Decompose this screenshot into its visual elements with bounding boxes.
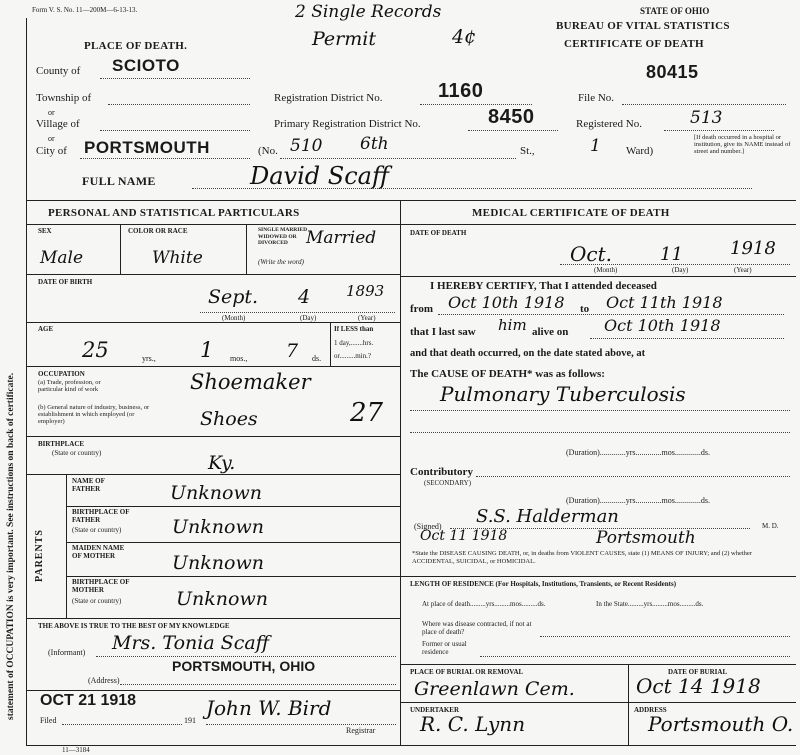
death-certificate: statement of OCCUPATION is very important. See instructions on back of certificate. Form V. S. No. 11—200M—6-13-13. 2 Single Records Permit 4¢ STATE OF OHIO BUREAU OF VITAL STATISTICS CERTIFICATE OF DEATH PLACE OF DEATH. County of SCIOTO Township of or Village of or City of PORTSMOUTH Registration District No. 1160 File No. 80415 Primary Registration District No. 8450 Registered No. 513 (No. 510 6th St., 1 Ward) [If death occurred in a hospital or institution, give its NAME instead of street and number.] FULL NAME David Scaff PERSONAL AND STATISTICAL PARTICULARS SEX COLOR OR RACE SINGLE MARRIED WIDOWED OR DIVORCED (Write the word) Male White Married DATE OF BIRTH Sept. 4 1893 (Month) (Day) (Year) AGE 25 yrs., 1 mos., 7 ds. If LESS than 1 day,.......hrs. or.........min.? OCCUPATION (a) Trade, profession, or particular kind of work Shoemaker (b) General nature of industry, business, or establishment in which employed (or employer) Shoes 27 BIRTHPLACE (State or country) Ky. PARENTS NAME OF FATHER Unknown BIRTHPLACE OF FATHER (State or country) Unknown MAIDEN NAME OF MOTHER Unknown BIRTHPLACE OF MOTHER (State or country) Unknown THE ABOVE IS TRUE TO THE BEST OF MY KNOWLEDGE (Informant) Mrs. Tonia Scaff PORTSMOUTH, OHIO (Address) OCT 21 1918 Filed 191 John W. Bird Registrar 11—3184 MEDICAL CERTIFICATE OF DEATH DATE OF DEATH Oct. 11 1918 (Month) (Day) (Year) I HEREBY CERTIFY, That I attended deceased from Oct 10th 1918 to Oct 11th 1918 that I last saw him alive on Oct 10th 1918 and that death occurred, on the date stated above, at The CAUSE OF DEATH* was as follows: Pulmonary Tuberculosis (Duration).............yrs.............mos.............ds. Contributory (SECONDARY) (Duration).............yrs.............mos.............ds. (Signed) S.S. Halderman M. D. Oct 11 1918 Portsmouth *State the DISEASE CAUSING DEATH, or, in deaths from VIOLENT CAUSES, state (1) MEANS OF INJURY; and (2) whether ACCIDENTAL, SUICIDAL, or HOMICIDAL. LENGTH OF RESIDENCE (For Hospitals, Institutions, Transients, or Recent Residents) At place of death.........yrs.........mos.........ds. In the State.........yrs.........mos.........ds. Where was disease contracted, if not at place of death? Former or usual residence PLACE OF BURIAL OR REMOVAL Greenlawn Cem. DATE OF BURIAL Oct 14 1918 UNDERTAKER R. C. Lynn ADDRESS Portsmouth O. — [0, 0, 800, 755]
birthplace-value: Ky. — [208, 452, 236, 474]
certify-text: I HEREBY CERTIFY, That I attended deceased — [430, 280, 657, 292]
bureau-label: BUREAU OF VITAL STATISTICS — [556, 20, 730, 32]
cause-value: Pulmonary Tuberculosis — [440, 382, 686, 406]
certificate-label: CERTIFICATE OF DEATH — [564, 38, 704, 50]
age-months: 1 — [200, 338, 214, 362]
village-label: Village of — [36, 118, 80, 130]
parents-label: PARENTS — [34, 529, 45, 582]
occupation-label: OCCUPATION — [38, 370, 85, 378]
file-value: 80415 — [646, 62, 699, 82]
marital-value: Married — [306, 228, 377, 248]
street-value: 6th — [360, 134, 389, 154]
dod-month: Oct. — [570, 242, 612, 266]
marital-label: SINGLE MARRIED WIDOWED OR DIVORCED — [258, 227, 308, 246]
father-name-value: Unknown — [170, 482, 262, 504]
color-label: COLOR OR RACE — [128, 227, 188, 235]
occupation-mark: 27 — [350, 398, 384, 428]
street-label: St., — [520, 145, 535, 157]
informant-city: PORTSMOUTH, OHIO — [172, 658, 316, 674]
ward-label: Ward) — [626, 145, 654, 157]
father-birthplace-value: Unknown — [172, 516, 264, 538]
primary-district-label: Primary Registration District No. — [274, 118, 421, 130]
medical-title: MEDICAL CERTIFICATE OF DEATH — [472, 207, 670, 219]
sex-value: Male — [40, 248, 84, 268]
knowledge-label: THE ABOVE IS TRUE TO THE BEST OF MY KNOWLEDGE — [38, 622, 230, 630]
mother-birthplace-value: Unknown — [176, 588, 268, 610]
burial-value: Greenlawn Cem. — [414, 678, 575, 700]
sign-date: Oct 11 1918 — [420, 528, 508, 544]
mother-name-value: Unknown — [172, 552, 264, 574]
dod-label: DATE OF DEATH — [410, 229, 467, 237]
age-years: 25 — [82, 338, 109, 362]
dob-day: 4 — [298, 286, 311, 308]
reg-district-value: 1160 — [438, 80, 484, 102]
cause-label: The CAUSE OF DEATH* was as follows: — [410, 368, 605, 380]
contributory-label: Contributory — [410, 466, 473, 478]
top-handwriting-1: 2 Single Records — [295, 2, 442, 22]
undertaker-value: R. C. Lynn — [420, 712, 526, 736]
last-saw-pronoun: him — [498, 316, 527, 334]
industry-value: Shoes — [200, 408, 258, 430]
burial-date-label: DATE OF BURIAL — [668, 668, 728, 676]
filed-date: OCT 21 1918 — [40, 692, 137, 709]
marital-note: (Write the word) — [258, 258, 305, 266]
ward-value: 1 — [590, 136, 601, 156]
frame-left — [26, 18, 27, 746]
primary-district-value: 8450 — [488, 106, 535, 128]
reg-district-label: Registration District No. — [274, 92, 383, 104]
dob-year: 1893 — [346, 282, 385, 300]
registrar-value: John W. Bird — [206, 696, 332, 720]
personal-title: PERSONAL AND STATISTICAL PARTICULARS — [48, 207, 300, 219]
frame-bottom — [26, 745, 796, 746]
state-label: STATE OF OHIO — [640, 6, 710, 16]
dob-label: DATE OF BIRTH — [38, 278, 93, 286]
informant-value: Mrs. Tonia Scaff — [112, 632, 270, 654]
file-label: File No. — [578, 92, 615, 104]
place-of-death-title: PLACE OF DEATH. — [84, 40, 188, 52]
footer-number: 11—3184 — [62, 746, 90, 754]
age-days: 7 — [286, 340, 299, 362]
form-number: Form V. S. No. 11—200M—6-13-13. — [32, 6, 138, 14]
cause-footnote: *State the DISEASE CAUSING DEATH, or, in deaths from VIOLENT CAUSES, state (1) MEANS OF INJURY; and (2) whether ACCIDENTAL, SUICIDAL, or HOMICIDAL. — [412, 550, 752, 565]
top-handwriting-3: 4¢ — [452, 26, 477, 48]
institution-note: [If death occurred in a hospital or institution, give its NAME instead of street and number.] — [694, 134, 791, 155]
occupation-value: Shoemaker — [190, 370, 311, 394]
signed-value: S.S. Halderman — [476, 506, 619, 527]
margin-note: statement of OCCUPATION is very important. See instructions on back of certificate. — [6, 372, 16, 720]
registered-label: Registered No. — [576, 118, 642, 130]
undertaker-label: UNDERTAKER — [410, 706, 460, 714]
street-no-value: 510 — [290, 136, 323, 156]
burial-label: PLACE OF BURIAL OR REMOVAL — [410, 668, 524, 676]
full-name-label: FULL NAME — [82, 174, 156, 188]
age-label: AGE — [38, 325, 54, 333]
top-handwriting-2: Permit — [312, 28, 376, 50]
frame-h-top — [26, 200, 796, 201]
dob-month: Sept. — [208, 286, 259, 308]
full-name-value: David Scaff — [250, 162, 389, 190]
city-label: City of — [36, 145, 67, 157]
undertaker-address-label: ADDRESS — [634, 706, 667, 714]
birthplace-label: BIRTHPLACE — [38, 440, 85, 448]
undertaker-address-value: Portsmouth O. — [648, 712, 794, 736]
county-value: SCIOTO — [112, 56, 180, 75]
sex-label: SEX — [38, 227, 52, 235]
last-saw-date: Oct 10th 1918 — [604, 316, 721, 335]
attended-from: Oct 10th 1918 — [448, 293, 565, 312]
sign-address: Portsmouth — [596, 528, 696, 548]
attended-to: Oct 11th 1918 — [606, 293, 723, 312]
burial-date-value: Oct 14 1918 — [636, 674, 761, 698]
color-value: White — [152, 248, 203, 268]
township-label: Township of — [36, 92, 92, 104]
county-label: County of — [36, 65, 81, 77]
registered-value: 513 — [690, 108, 723, 128]
street-no-label: (No. — [258, 145, 278, 157]
dod-year: 1918 — [730, 238, 776, 259]
city-value: PORTSMOUTH — [84, 138, 210, 157]
residence-label: LENGTH OF RESIDENCE (For Hospitals, Institutions, Transients, or Recent Residents) — [410, 580, 677, 588]
dod-day: 11 — [660, 244, 683, 265]
